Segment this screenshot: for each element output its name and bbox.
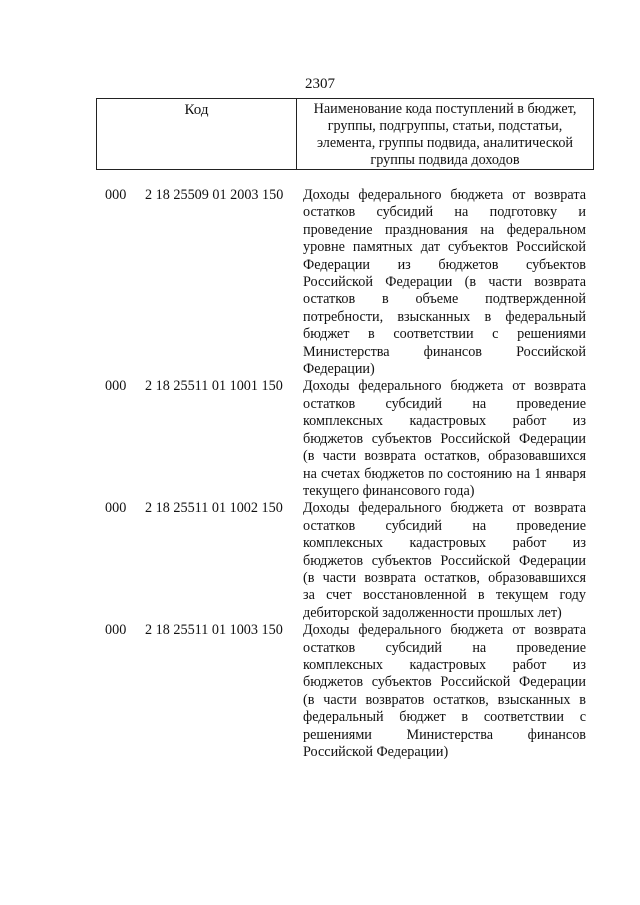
description-line: уровне памятных дат субъектов Российской xyxy=(303,239,586,256)
description-line: Министерства финансов Российской xyxy=(303,343,586,360)
description-line: комплексных кадастровых работ из xyxy=(303,535,586,552)
description-line: комплексных кадастровых работ из xyxy=(303,656,586,673)
description-line: бюджетов субъектов Российской Федерации xyxy=(303,674,586,691)
header-name-line: группы подвида доходов xyxy=(370,152,520,168)
page-number: 2307 xyxy=(305,76,335,92)
budget-classification-code: 2 18 25511 01 1003 150 xyxy=(145,622,283,639)
description-line: (в части возврата остатков, образовавшихся xyxy=(303,448,586,465)
table-row xyxy=(0,378,640,500)
admin-code: 000 xyxy=(105,622,127,639)
description-line: (в части возврата остатков, образовавшихся xyxy=(303,569,586,586)
description-line: на счетах бюджетов по состоянию на 1 января xyxy=(303,465,586,482)
description-line: бюджетов субъектов Российской Федерации xyxy=(303,430,586,447)
income-description xyxy=(303,622,586,761)
income-description xyxy=(303,378,586,500)
description-line: за счет восстановленной в текущем году xyxy=(303,587,586,604)
description-line: бюджетов субъектов Российской Федерации xyxy=(303,552,586,569)
description-line: Российской Федерации) xyxy=(303,744,449,760)
table-row xyxy=(0,622,640,761)
budget-classification-code: 2 18 25511 01 1002 150 xyxy=(145,500,283,517)
description-line: потребности, взысканных в федеральный xyxy=(303,308,586,325)
description-line: остатков в объеме подтвержденной xyxy=(303,291,586,308)
description-line: комплексных кадастровых работ из xyxy=(303,413,586,430)
admin-code: 000 xyxy=(105,500,127,517)
description-line: (в части возвратов остатков, взысканных в xyxy=(303,691,586,708)
description-line: остатков субсидий на подготовку и xyxy=(303,204,586,221)
description-line: федеральный бюджет в соответствии с xyxy=(303,709,586,726)
income-description xyxy=(303,500,586,622)
description-line: Доходы федерального бюджета от возврата xyxy=(303,500,586,517)
header-name-cell xyxy=(297,99,593,169)
header-name-line: элемента, группы подвида, аналитической xyxy=(316,135,574,151)
description-line: Российской Федерации (в части возврата xyxy=(303,274,586,291)
description-line: Федерации из бюджетов субъектов xyxy=(303,256,586,273)
income-description xyxy=(303,187,586,378)
description-line: решениями Министерства финансов xyxy=(303,726,586,743)
description-line: Федерации) xyxy=(303,361,375,378)
header-name-line: Наименование кода поступлений в бюджет, xyxy=(313,101,577,117)
header-code-label: Код xyxy=(184,102,209,118)
budget-classification-code: 2 18 25511 01 1001 150 xyxy=(145,378,283,395)
description-line: Доходы федерального бюджета от возврата xyxy=(303,378,586,395)
description-line: Доходы федерального бюджета от возврата xyxy=(303,622,586,639)
description-line: дебиторской задолженности прошлых лет) xyxy=(303,604,562,621)
header-name-line: группы, подгруппы, статьи, подстатьи, xyxy=(327,118,563,134)
admin-code: 000 xyxy=(105,187,127,203)
table-row xyxy=(0,187,640,378)
table-header xyxy=(96,98,594,170)
description-line: Доходы федерального бюджета от возврата xyxy=(303,187,586,203)
header-code-cell xyxy=(97,99,297,169)
description-line: остатков субсидий на проведение xyxy=(303,395,586,412)
description-line: текущего финансового года) xyxy=(303,482,475,499)
description-line: проведение празднования на федеральном xyxy=(303,221,586,238)
budget-classification-code: 2 18 25509 01 2003 150 xyxy=(145,187,284,203)
description-line: бюджет в соответствии с решениями xyxy=(303,326,586,343)
table-body xyxy=(0,187,640,761)
description-line: остатков субсидий на проведение xyxy=(303,639,586,656)
admin-code: 000 xyxy=(105,378,127,395)
table-row xyxy=(0,500,640,622)
description-line: остатков субсидий на проведение xyxy=(303,517,586,534)
